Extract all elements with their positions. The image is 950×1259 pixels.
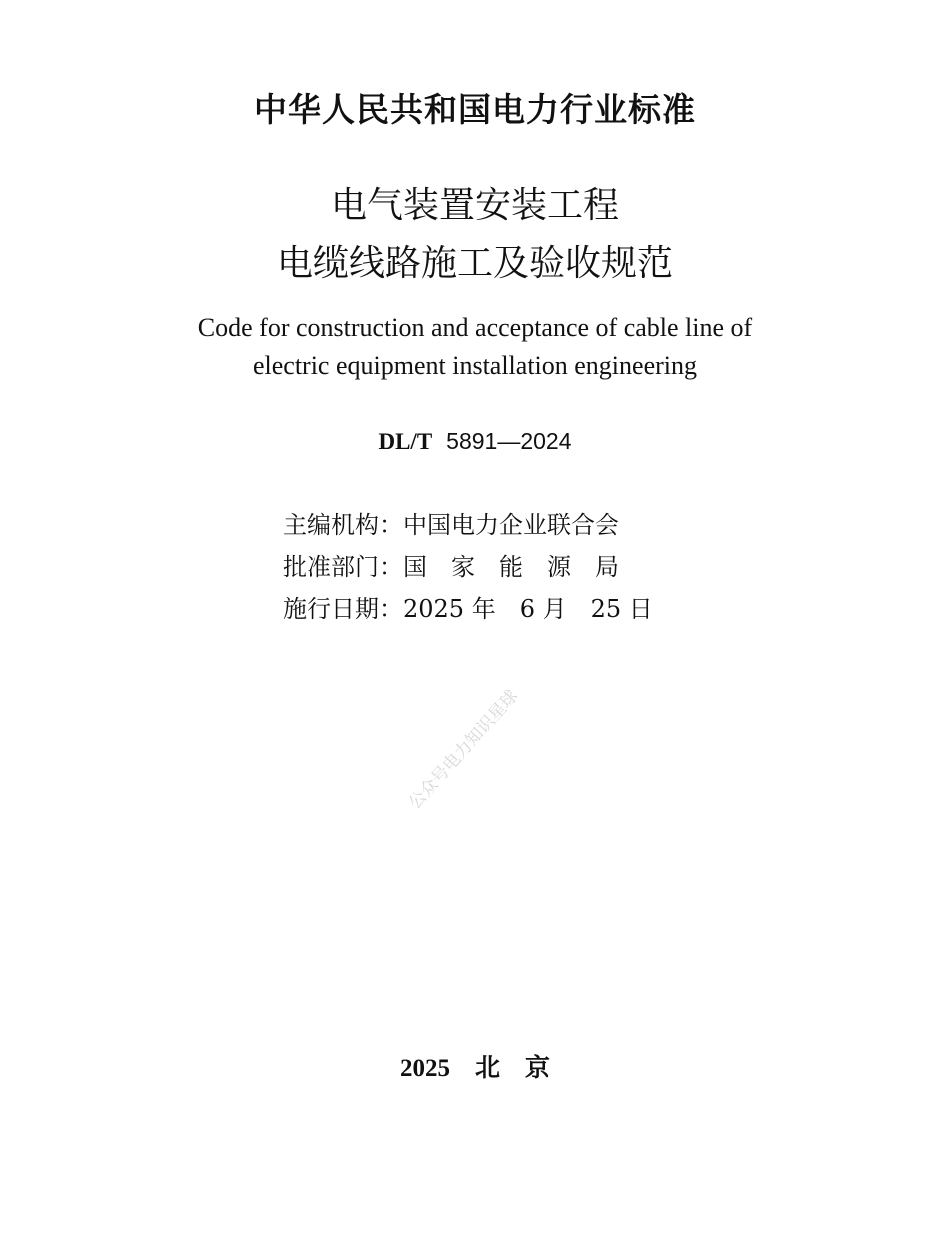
code-number: 5891—2024 — [446, 428, 572, 454]
title-cn-line-2: 电缆线路施工及验收规范 — [276, 243, 673, 284]
info-approver: 批准部门：国 家 能 源 局 — [283, 553, 619, 581]
info-effective-date: 施行日期：2025 年 6 月 25 日 — [283, 595, 653, 623]
title-cn-line-1: 电气装置安装工程 — [330, 185, 619, 226]
title-en-line-1: Code for construction and acceptance of cable line of — [197, 313, 753, 342]
standard-code — [0, 428, 950, 456]
info-editor: 主编机构：中国电力企业联合会 — [283, 511, 619, 539]
footer-publish: 2025 北 京 — [399, 1055, 550, 1082]
title-en-line-2: electric equipment installation engineering — [252, 351, 697, 380]
code-prefix: DL/T — [378, 429, 433, 454]
standard-type: 中华人民共和国电力行业标准 — [254, 90, 696, 129]
watermark: 公众号电力知识星球 — [405, 686, 523, 814]
